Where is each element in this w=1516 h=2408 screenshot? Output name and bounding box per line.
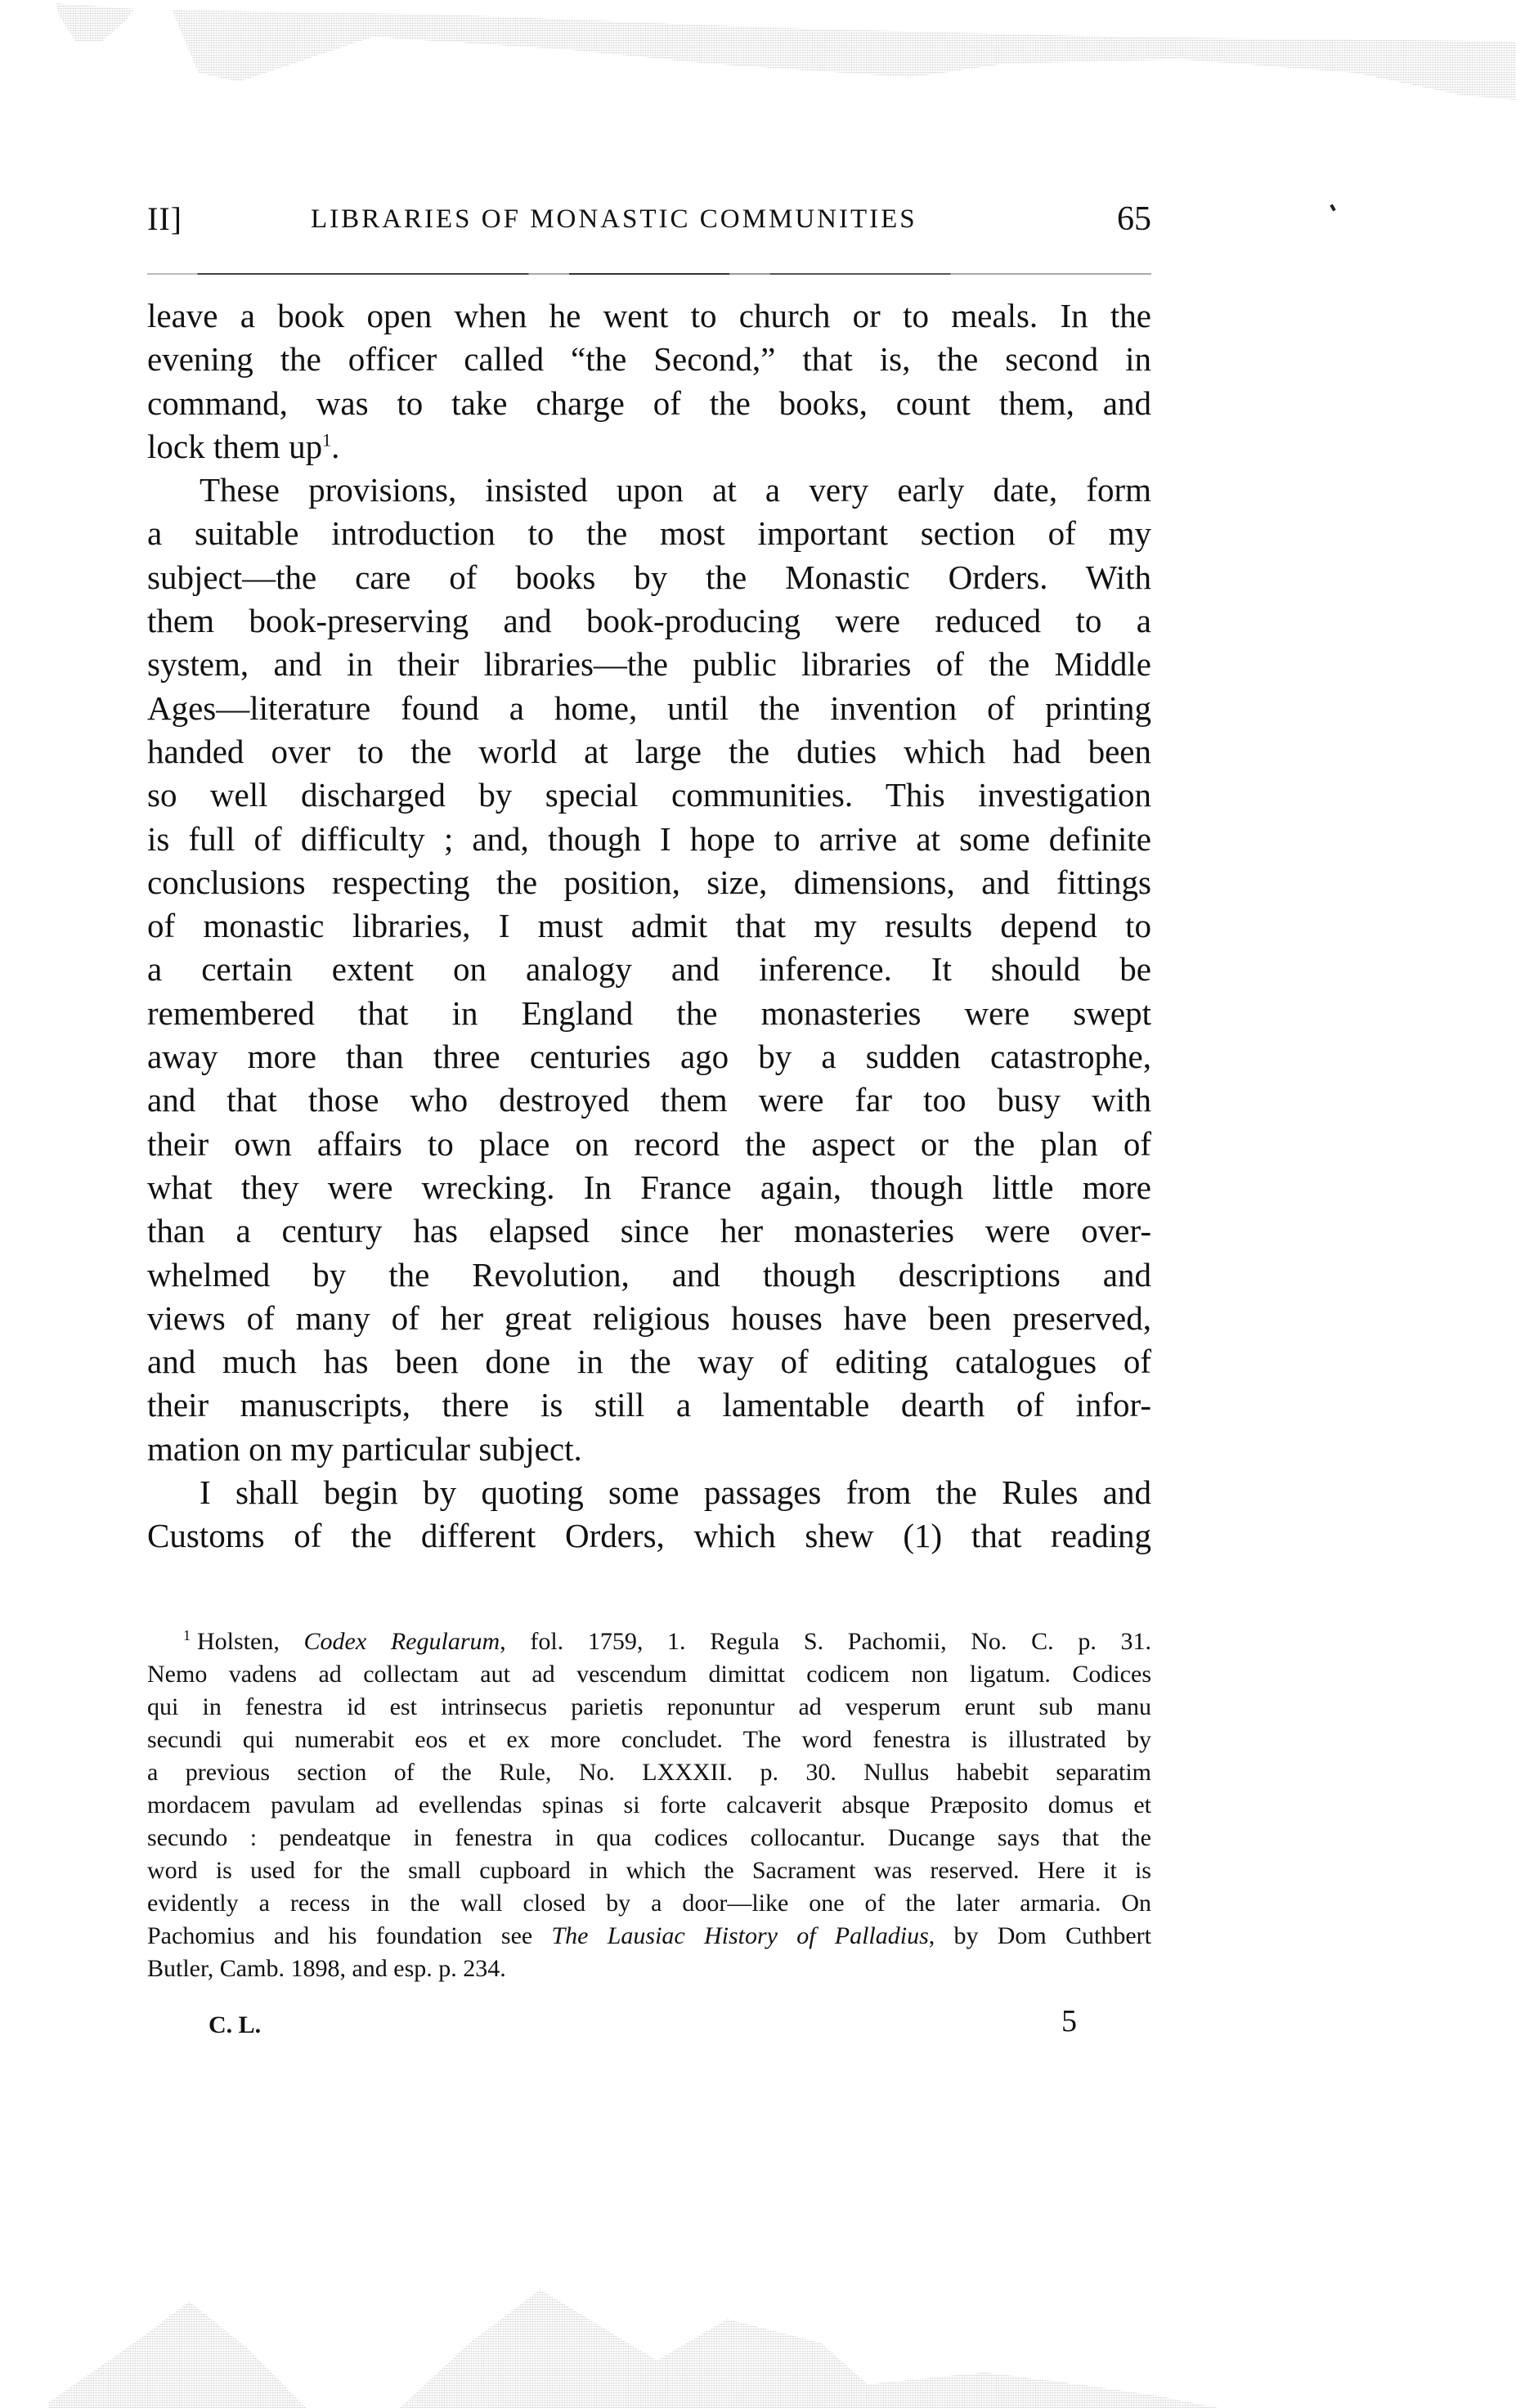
header-rule (147, 273, 1151, 275)
footnotes (147, 1626, 1151, 1985)
body-line: These provisions, insisted upon at a very early date, form (200, 471, 1151, 509)
body-line: remembered that in England the monasteries were swept (147, 993, 1151, 1032)
body-text (147, 294, 1151, 1558)
body-line: mation on my particular subject. (147, 1429, 582, 1468)
body-line: them book-preserving and book-producing were reduced to a (147, 602, 1151, 640)
body-line: command, was to take charge of the books, count them, and (147, 383, 1151, 422)
body-line: I shall begin by quoting some passages from the Rules and (200, 1473, 1151, 1512)
page-number: 65 (1117, 200, 1151, 238)
footnote-marker: 1 (183, 1627, 191, 1643)
footnote-line: Nemo vadens ad collectam aut ad vescendum dimittat codicem non ligatum. Codices (147, 1661, 1151, 1688)
chapter-number: II] (147, 200, 182, 237)
footnote-line: Pachomius and his foundation see The Lausiac History of Palladius, by Dom Cuthbert (147, 1922, 1151, 1949)
scan-artifact-top-left (56, 3, 134, 41)
footnote-line: secundi qui numerabit eos et ex more concludet. The word fenestra is illustrated by (147, 1726, 1151, 1753)
body-line: so well discharged by special communities. This investigation (147, 776, 1151, 814)
sheet-number: 5 (1061, 2004, 1077, 2038)
running-head (147, 195, 1151, 244)
body-line: Customs of the different Orders, which shew (1) that reading (147, 1517, 1151, 1555)
body-line: system, and in their libraries—the public libraries of the Middle (147, 645, 1151, 684)
body-line: and that those who destroyed them were far too busy with (147, 1081, 1151, 1119)
footnote-line: secundo : pendeatque in fenestra in qua codices collocantur. Ducange says that the (147, 1824, 1151, 1851)
footnote-line: a previous section of the Rule, No. LXXXII. p. 30. Nullus habebit separatim (147, 1759, 1151, 1786)
body-line: is full of difficulty ; and, though I hope to arrive at some definite (147, 819, 1151, 858)
footnote-line: $^1$ Holsten, Codex Regularum, fol. 1759, 1. Regula S. Pachomii, No. C. p. 31. (183, 1627, 1152, 1655)
body-line: than a century has elapsed since her monasteries were over- (147, 1212, 1151, 1250)
body-line: conclusions respecting the position, size, dimensions, and fittings (147, 863, 1151, 901)
scan-artifact-top-right (172, 10, 1516, 100)
body-line: of monastic libraries, I must admit that my results depend to (147, 907, 1151, 945)
body-line: and much has been done in the way of editing catalogues of (147, 1343, 1151, 1381)
body-line: their manuscripts, there is still a lamentable dearth of infor- (147, 1386, 1151, 1424)
footnote-line: evidently a recess in the wall closed by a door—like one of the later armaria. On (147, 1890, 1151, 1917)
footnote-line: qui in fenestra id est intrinsecus parietis reponuntur ad vesperum erunt sub manu (147, 1693, 1151, 1720)
body-line: what they were wrecking. In France again, though little more (147, 1168, 1151, 1206)
citation-title: Codex Regularum (303, 1628, 500, 1655)
footnote-line: mordacem pavulam ad evellendas spinas si forte calcaverit absque Præposito domus et (147, 1791, 1151, 1818)
footnote-line: word is used for the small cupboard in which the Sacrament was reserved. Here it is (147, 1857, 1151, 1884)
printer-signature: C. L. (209, 2011, 262, 2038)
body-line: a certain extent on analogy and inference. It should be (147, 950, 1151, 989)
body-line: leave a book open when he went to church or to meals. In the (147, 297, 1151, 334)
footnote-reference[interactable]: 1 (322, 429, 332, 451)
body-line: Ages—literature found a home, until the invention of printing (147, 688, 1151, 727)
body-line: views of many of her great religious houses have been preserved, (147, 1298, 1151, 1337)
footnote-line: Butler, Camb. 1898, and esp. p. 234. (147, 1955, 506, 1982)
scan-artifact-bottom (49, 2289, 1218, 2408)
body-line: whelmed by the Revolution, and though descriptions and (147, 1255, 1151, 1294)
body-line: their own affairs to place on record the aspect or the plan of (147, 1124, 1151, 1163)
body-line: handed over to the world at large the duties which had been (147, 732, 1151, 770)
body-line: evening the officer called “the Second,” that is, the second in (147, 340, 1151, 379)
running-title: LIBRARIES OF MONASTIC COMMUNITIES (311, 204, 917, 234)
body-line: away more than three centuries ago by a sudden catastrophe, (147, 1038, 1151, 1076)
body-line: a suitable introduction to the most important section of my (147, 514, 1151, 553)
body-line: lock them up$^1$. (147, 427, 340, 465)
body-line: subject—the care of books by the Monastic Orders. With (147, 558, 1151, 596)
citation-title: The Lausiac History of Palladius (551, 1922, 929, 1949)
stray-ink-mark (1330, 204, 1335, 212)
